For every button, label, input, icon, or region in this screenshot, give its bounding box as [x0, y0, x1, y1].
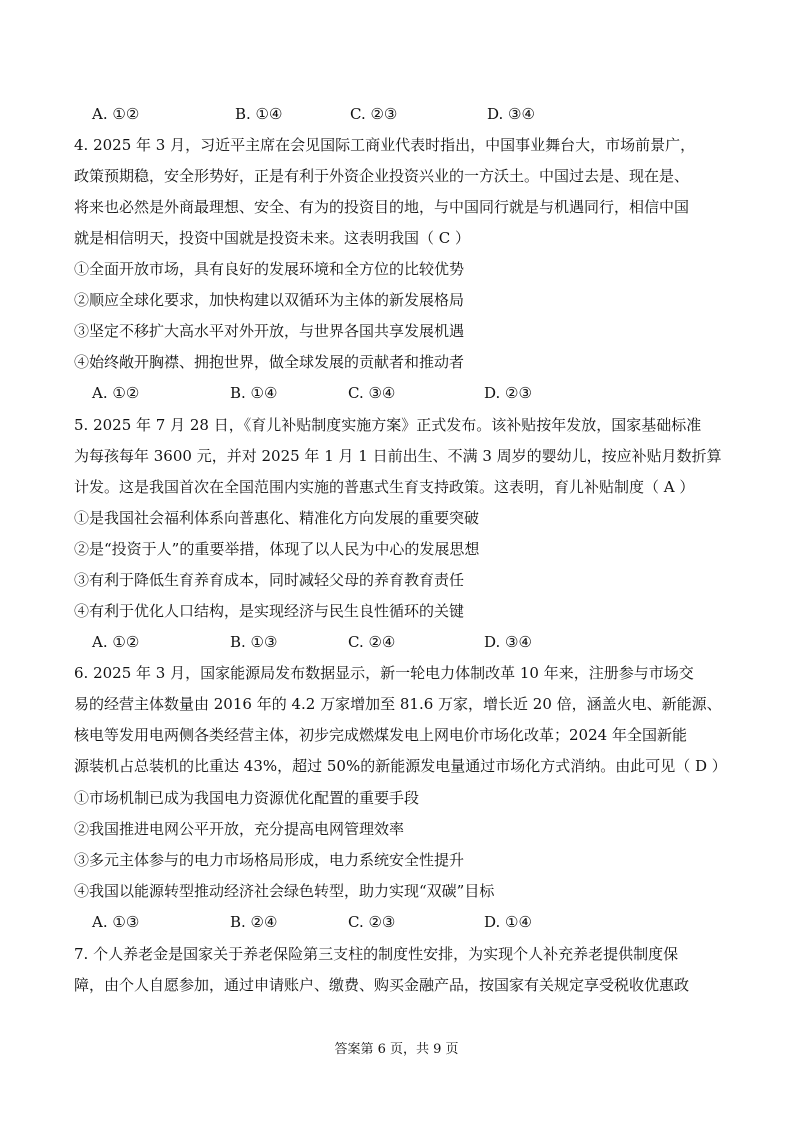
option-b: B. ①④	[230, 384, 278, 402]
statement-item: ①是我国社会福利体系向普惠化、精准化方向发展的重要突破	[74, 509, 480, 527]
question-stem-line: 为每孩每年 3600 元，并对 2025 年 1 月 1 日前出生、不满 3 周岁的婴幼儿，按应补贴月数折算	[74, 447, 722, 465]
option-c: C. ②③	[350, 105, 398, 123]
option-d: D. ③④	[487, 105, 535, 123]
question-stem-line: 6. 2025 年 3 月，国家能源局发布数据显示，新一轮电力体制改革 10 年来，注册参与市场交	[74, 664, 694, 682]
statement-item: ④始终敞开胸襟、拥抱世界，做全球发展的贡献者和推动者	[74, 353, 465, 371]
option-c: C. ②④	[348, 633, 396, 651]
option-b: B. ①④	[235, 105, 283, 123]
question-stem-line: 将来也必然是外商最理想、安全、有为的投资目的地，与中国同行就是与机遇同行，相信中国	[74, 198, 690, 216]
option-a: A. ①③	[92, 913, 140, 931]
option-a: A. ①②	[92, 384, 140, 402]
statement-item: ③坚定不移扩大高水平对外开放，与世界各国共享发展机遇	[74, 322, 465, 340]
question-stem-line: 4. 2025 年 3 月，习近平主席在会见国际工商业代表时指出，中国事业舞台大，市场前景广，	[74, 136, 696, 154]
option-a: A. ①②	[92, 633, 140, 651]
statement-item: ②顺应全球化要求，加快构建以双循环为主体的新发展格局	[74, 291, 465, 309]
statement-item: ②我国推进电网公平开放，充分提高电网管理效率	[74, 820, 405, 838]
option-b: B. ①③	[230, 633, 278, 651]
option-d: D. ①④	[484, 913, 532, 931]
option-c: C. ③④	[348, 384, 396, 402]
question-stem-line: 源装机占总装机的比重达 43%，超过 50%的新能源发电量通过市场化方式消纳。由此可见（ D ）	[74, 757, 727, 775]
question-stem-line: 计发。这是我国首次在全国范围内实施的普惠式生育支持政策。这表明，育儿补贴制度（ A ）	[74, 478, 695, 496]
option-c: C. ②③	[348, 913, 396, 931]
option-d: D. ②③	[484, 384, 532, 402]
question-stem-line: 核电等发用电两侧各类经营主体，初步完成燃煤发电上网电价市场化改革；2024 年全国新能	[74, 726, 687, 744]
statement-item: ①市场机制已成为我国电力资源优化配置的重要手段	[74, 789, 420, 807]
statement-item: ④我国以能源转型推动经济社会绿色转型，助力实现“双碳”目标	[74, 882, 495, 900]
option-b: B. ②④	[230, 913, 278, 931]
question-stem-line: 政策预期稳，安全形势好，正是有利于外资企业投资兴业的一方沃土。中国过去是、现在是、	[74, 167, 690, 185]
statement-item: ②是“投资于人”的重要举措，体现了以人民为中心的发展思想	[74, 540, 480, 558]
option-d: D. ③④	[484, 633, 532, 651]
statement-item: ③多元主体参与的电力市场格局形成，电力系统安全性提升	[74, 851, 465, 869]
option-a: A. ①②	[92, 105, 140, 123]
question-stem-line: 就是相信明天，投资中国就是投资未来。这表明我国（ C ）	[74, 229, 471, 247]
page-footer: 答案第 6 页，共 9 页	[334, 1042, 459, 1057]
statement-item: ③有利于降低生育养育成本，同时减轻父母的养育教育责任	[74, 571, 465, 589]
question-stem-line: 易的经营主体数量由 2016 年的 4.2 万家增加至 81.6 万家，增长近 20 倍，涵盖火电、新能源、	[74, 695, 722, 713]
statement-item: ④有利于优化人口结构，是实现经济与民生良性循环的关键	[74, 602, 465, 620]
question-stem-line: 障，由个人自愿参加，通过申请账户、缴费、购买金融产品，按国家有关规定享受税收优惠政	[74, 976, 690, 994]
question-stem-line: 5. 2025 年 7 月 28 日，《育儿补贴制度实施方案》正式发布。该补贴按年发放，国家基础标准	[74, 416, 702, 434]
statement-item: ①全面开放市场，具有良好的发展环境和全方位的比较优势	[74, 260, 465, 278]
question-stem-line: 7. 个人养老金是国家关于养老保险第三支柱的制度性安排，为实现个人补充养老提供制度保	[74, 945, 679, 963]
